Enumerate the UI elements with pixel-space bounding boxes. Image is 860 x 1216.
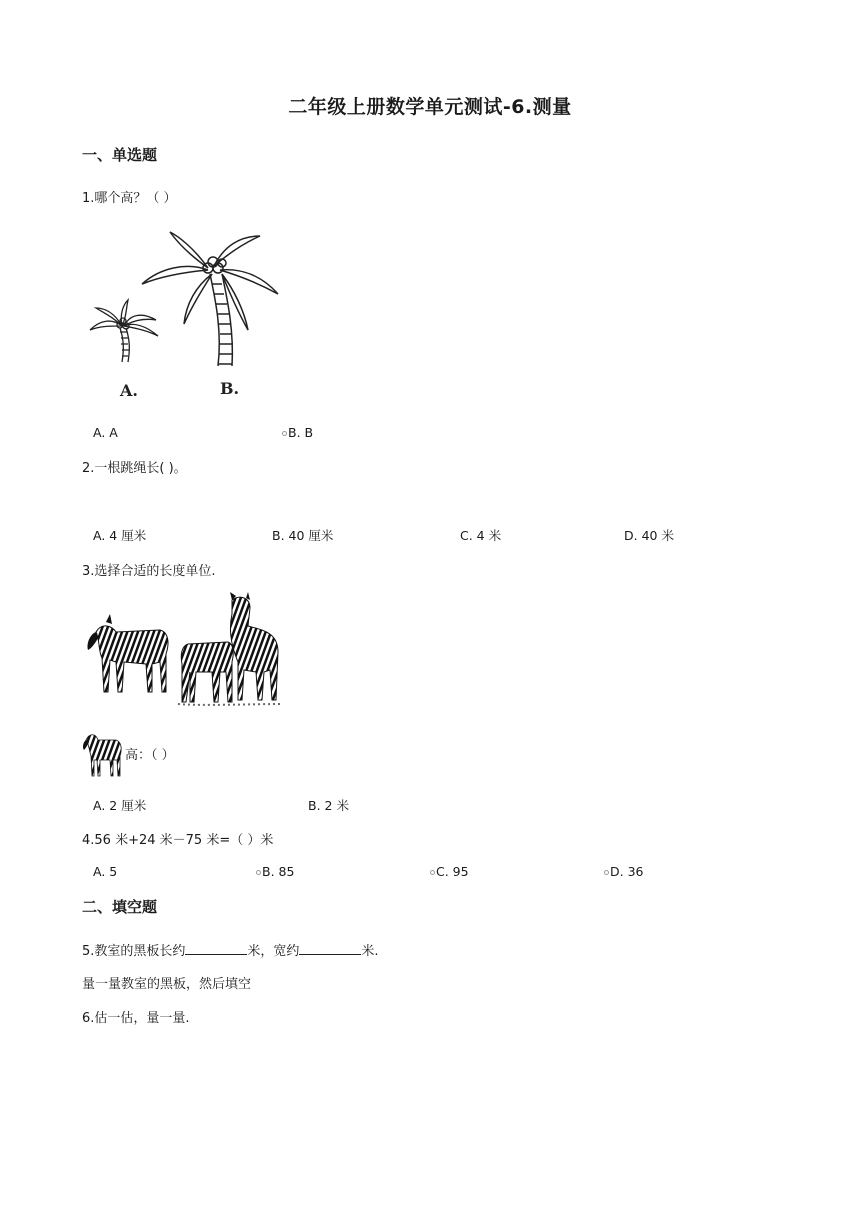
q5-length-blank[interactable] <box>185 943 247 955</box>
q5-prefix: 5.教室的黑板长约 <box>82 944 186 959</box>
page-title: 二年级上册数学单元测试-6.测量 <box>288 96 572 118</box>
zebra-left <box>87 614 168 692</box>
question-6-text: 6.估一估，量一量. <box>82 1011 190 1026</box>
q1-option-b[interactable] <box>282 425 313 440</box>
q5-suffix: 米. <box>361 944 379 959</box>
q2-option-b[interactable]: B. 40 厘米 <box>272 528 334 543</box>
q4-option-b[interactable] <box>256 864 294 879</box>
radio-dot-icon <box>604 870 609 875</box>
question-3-text: 3.选择合适的长度单位. <box>82 564 216 579</box>
section-heading-single-choice: 一、单选题 <box>82 146 158 164</box>
q4-option-c[interactable] <box>430 864 469 879</box>
q4-option-b-label: B. 85 <box>262 864 295 879</box>
question-4-text: 4.56 米+24 米－75 米=（ ）米 <box>82 833 274 848</box>
q2-option-d[interactable]: D. 40 米 <box>624 528 674 543</box>
tree-label-b: B. <box>220 379 240 398</box>
radio-dot-icon <box>430 870 435 875</box>
question-2-text: 2.一根跳绳长( )。 <box>82 461 187 476</box>
q5-mid: 米，宽约 <box>247 944 300 959</box>
q4-option-a[interactable]: A. 5 <box>93 864 118 879</box>
question-5-text <box>82 940 379 959</box>
q5-width-blank[interactable] <box>299 943 361 955</box>
q4-option-d[interactable] <box>604 864 643 879</box>
q3-option-b[interactable]: B. 2 米 <box>308 798 349 813</box>
q3-height-label: 高：（ ） <box>125 748 175 763</box>
q3-option-a[interactable]: A. 2 厘米 <box>93 798 147 813</box>
q1-option-a[interactable]: A. A <box>93 425 118 440</box>
q4-option-d-label: D. 36 <box>610 864 644 879</box>
palm-trees-image <box>82 222 284 404</box>
section-heading-fill-blank: 二、填空题 <box>82 898 158 916</box>
zebra-middle <box>181 642 233 702</box>
small-zebra-image <box>82 724 124 780</box>
q2-option-a[interactable]: A. 4 厘米 <box>93 528 147 543</box>
q4-option-c-label: C. 95 <box>436 864 469 879</box>
q2-option-c[interactable]: C. 4 米 <box>460 528 502 543</box>
tree-label-a: A. <box>120 381 138 400</box>
radio-dot-icon <box>282 431 287 436</box>
zebra-right <box>230 592 278 700</box>
small-palm-tree <box>90 300 158 362</box>
zebras-image <box>82 592 284 710</box>
q1-option-b-label: B. B <box>288 425 314 440</box>
tall-palm-tree <box>142 232 278 366</box>
grass-line <box>178 704 282 705</box>
radio-dot-icon <box>256 870 261 875</box>
question-1-text: 1.哪个高？（ ） <box>82 191 177 206</box>
q5-note: 量一量教室的黑板，然后填空 <box>82 977 252 992</box>
